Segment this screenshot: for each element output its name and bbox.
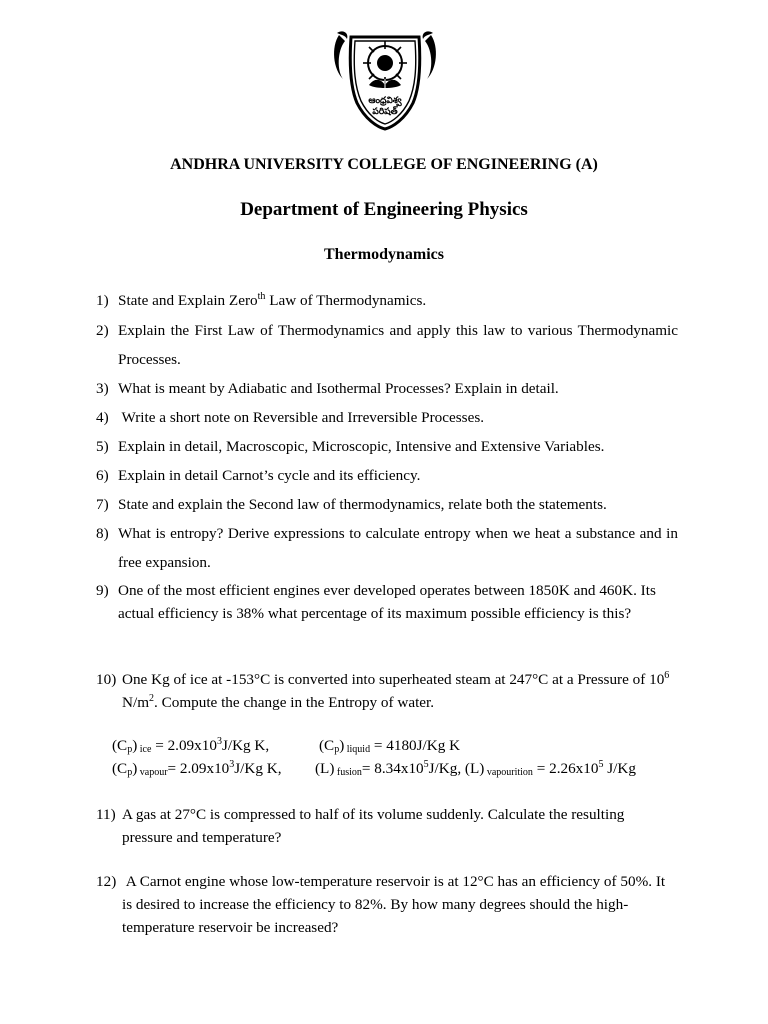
constant-text: = 2.26x10	[532, 760, 599, 777]
question-10	[96, 668, 678, 714]
question-text: . Compute the change in the Entropy of water.	[154, 694, 435, 711]
question-2	[96, 316, 678, 374]
question-text: State and explain the Second law of thermodynamics, relate both the statements.	[118, 496, 607, 513]
constant-text: (C	[319, 737, 335, 754]
question-text: Explain in detail Carnot’s cycle and its efficiency.	[118, 467, 421, 484]
question-4	[96, 406, 678, 429]
question-11	[96, 803, 678, 849]
constant-text: p	[127, 744, 133, 755]
constant-text: (C	[112, 760, 128, 777]
question-number: 1)	[96, 292, 109, 309]
emblem-motto-line2: పరిషత్	[372, 106, 398, 116]
constant-text: = 2.09x10	[167, 760, 230, 777]
constant-text: )	[132, 737, 138, 754]
question-6	[96, 464, 678, 487]
subject-title: Thermodynamics	[324, 246, 444, 263]
question-number: 4)	[96, 409, 109, 426]
question-12	[96, 870, 678, 939]
constant-text: 5	[598, 758, 604, 770]
constant-cp-liquid	[319, 737, 460, 755]
question-text: One Kg of ice at -153°C is converted into superheated steam at 247°C at a Pressure of 10	[122, 671, 665, 688]
question-text: One of the most efficient engines ever developed operates between 1850K and 460K. Its actual efficiency is 38% what percentage of its maximum possible efficiency is this?	[118, 582, 656, 622]
constant-text: )	[132, 760, 138, 777]
constant-text: (C	[112, 737, 128, 754]
constant-text: p	[127, 767, 133, 778]
superscript: 2	[149, 692, 155, 704]
constant-text: vapour	[137, 767, 168, 778]
question-text: A Carnot engine whose low-temperature reservoir is at 12°C has an efficiency of 50%. It is desired to increase the efficiency to 82%. By how many degrees should the high-temperature reservoir be increased?	[122, 873, 669, 936]
question-text: What is entropy? Derive expressions to calculate entropy when we heat a substance and in free expansion.	[118, 525, 678, 571]
question-text: Law of Thermodynamics.	[265, 292, 427, 309]
constant-cp-vapour	[112, 760, 282, 778]
constant-text: J/Kg K,	[234, 760, 282, 777]
question-text: State and Explain Zero	[118, 292, 258, 309]
constant-text: = 2.09x10	[151, 737, 217, 754]
question-text: N/m	[122, 694, 150, 711]
constant-text: (L)	[315, 760, 335, 777]
constant-text: ice	[137, 744, 152, 755]
question-text: Write a short note on Reversible and Irreversible Processes.	[118, 409, 485, 426]
question-number: 11)	[96, 806, 116, 823]
constant-text: = 4180J/Kg K	[370, 737, 461, 754]
question-7	[96, 493, 678, 516]
question-number: 12)	[96, 873, 117, 890]
question-number: 6)	[96, 467, 109, 484]
constant-text: 3	[216, 735, 222, 747]
superscript: th	[257, 290, 266, 302]
question-number: 5)	[96, 438, 109, 455]
constant-latent-heats	[315, 760, 636, 778]
question-number: 9)	[96, 582, 109, 599]
constant-text: J/Kg, (L)	[428, 760, 485, 777]
question-9	[96, 579, 678, 625]
question-number: 3)	[96, 380, 109, 397]
university-emblem	[329, 27, 441, 131]
constant-text: J/Kg	[603, 760, 636, 777]
constant-text: 3	[229, 758, 235, 770]
constant-text: J/Kg K,	[221, 737, 270, 754]
constant-text: 5	[423, 758, 429, 770]
superscript: 6	[664, 669, 670, 681]
constant-text: p	[334, 744, 340, 755]
question-3	[96, 377, 678, 400]
department-name: Department of Engineering Physics	[240, 199, 528, 220]
question-text: A gas at 27°C is compressed to half of its volume suddenly. Calculate the resulting pressure and temperature?	[122, 806, 625, 846]
emblem-motto-line1: ఆంధ్రవిశ్వ	[368, 95, 402, 105]
question-5	[96, 435, 678, 458]
constant-text: = 8.34x10	[361, 760, 424, 777]
question-text: Explain the First Law of Thermodynamics and apply this law to various Thermodynamic Processes.	[118, 322, 678, 368]
question-number: 2)	[96, 322, 109, 339]
question-1	[96, 289, 678, 312]
question-8	[96, 519, 678, 577]
emblem-motto	[351, 95, 419, 117]
question-text: What is meant by Adiabatic and Isothermal Processes? Explain in detail.	[118, 380, 559, 397]
question-number: 7)	[96, 496, 109, 513]
question-text: Explain in detail, Macroscopic, Microscopic, Intensive and Extensive Variables.	[118, 438, 605, 455]
question-number: 8)	[96, 525, 109, 542]
constant-text: liquid	[344, 744, 371, 755]
question-number: 10)	[96, 671, 117, 688]
constant-text: fusion	[334, 767, 362, 778]
constant-cp-ice	[112, 737, 269, 755]
college-name: ANDHRA UNIVERSITY COLLEGE OF ENGINEERING (A)	[170, 156, 598, 173]
constant-text: vapourition	[484, 767, 533, 778]
constant-text: )	[339, 737, 345, 754]
